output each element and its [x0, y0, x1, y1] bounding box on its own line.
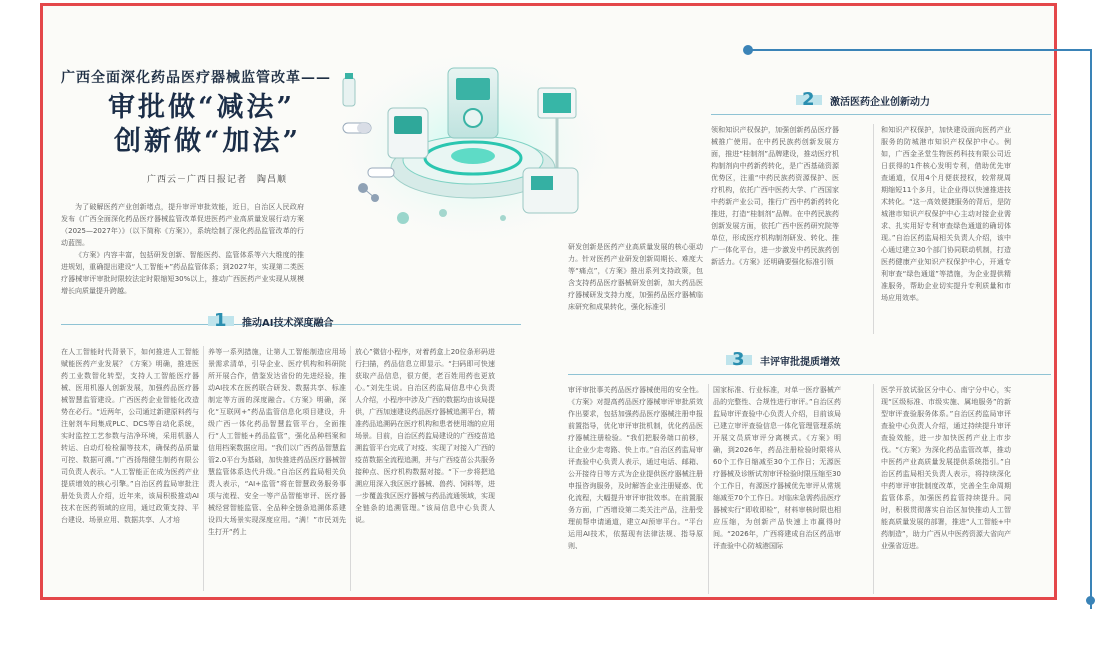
section-1-heading	[208, 312, 333, 330]
section-2-title: 激活医药企业创新动力	[830, 96, 930, 108]
intro-paragraph-2: 《方案》内容丰富，包括研发创新、智能医药、监管体系等六大维度的推进规划，重确提出建设“人工智能+”药品监管体系；到2027年，实现第二类医疗器械审评审批时限较法定时限缩短30%以上，推动广西医药产业实现从规模增长向质量提升跨越。	[61, 251, 304, 295]
column-6: 领和知识产权保护，加强创新药品医疗器械推广使用。在中药民族药创新发展方面，推进“桂制剂”品牌建设，推动医疗机构制剂向中药新药转化，是广西基础资源优势区，注重“中药民族药资源保护、医疗机构，依托广西中医药大学、广西国家中药新产业公司，推行广西中药新药转化推进，打造“桂制剂”品牌。在中药民族药创新发展方面，依托广西中医药研究院等单位，形成医疗机构制剂研发、转化、推广一体化平台，进一步激发中药民族药创新活力。《方案》还明确要强化标准引领	[711, 126, 839, 266]
intro-block	[61, 201, 304, 295]
section-3-rule	[568, 374, 1051, 375]
section-3-title: 丰评审批提质增效	[760, 356, 840, 368]
article-kicker: 广西全面深化药品医疗器械监管改革——	[61, 70, 331, 86]
section-3-heading	[726, 351, 840, 369]
column-5: 审评审批事关药品医疗器械使用的安全性。《方案》对提高药品医疗器械审评审批质效作出要求，包括加强药品医疗器械注册申报前置指导，优化审评审批机制，优化药品医疗器械注册检验。“我们把服务端口前移，让企业少走弯路、快上市。”自治区药监局审评查验中心负责人表示，通过电话、邮箱、公开接待日等方式为企业提供医疗器械注册申报咨询服务，及时解答企业注册疑惑、优化流程，大幅提升审评审批效率。在前置服务方面，广西增设第二类关注产品，注册受理前帮申请通道，建立AI预审平台。“平台运用AI技术，依据现有法律法规、指导原则、	[568, 386, 703, 550]
connector-end-dot	[1086, 596, 1095, 605]
section-2-heading	[796, 91, 930, 109]
headline-line-1: 审批做“减法”	[108, 92, 296, 123]
section-1-number: 1	[208, 312, 236, 330]
section-2-number: 2	[796, 91, 824, 109]
intro-paragraph-1: 为了破解医药产业创新堵点，提升审评审批效能，近日，自治区人民政府发布《广西全面深化药品医疗器械监管改革促进医药产业高质量发展行动方案（2025—2027年）》（以下简称《方案》），系统绘制了深化药品监管改革的行动蓝图。	[61, 203, 304, 247]
headline-line-2: 创新做“加法”	[114, 126, 302, 157]
column-2: 养等一系列措施，让第人工智能制造应用场景需求清单，引导企业、医疗机构和科研院所开展合作，借鉴发达省份的先进经验，推动AI技术在医药联合研发、数据共享、标准制定等方面的深度融合。《方案》明确，深化“互联网+”药品监管信息化项目建设，升级广西一体化药品智慧监管平台，全面推行“人工智能+药品监管”，强化品种档案和信用档案数据应用。“我们以广西药品智慧监管2.0平台为基础，加快推进药品医疗器械智慧监管体系迭代升级。”自治区药监局相关负责人表示，“AI+监管”将在智慧政务服务事项与流程、安全一等产品智能审评、医疗器械经营智能监管、全品种全链条追溯体系建设四大场景实现深度应用。“满！”市民刘先生打开“药上	[208, 348, 346, 536]
article-page	[40, 3, 1057, 600]
medical-device-illustration	[323, 18, 623, 256]
section-3-number: 3	[726, 351, 754, 369]
column-3: 放心”微信小程序，对着药盒上20位条形码进行扫描，药品信息立即显示。“扫码即可快速获取产品信息，很方便，老百姓用药也更放心。”刘先生说。自治区药监局信息中心负责人介绍，小程序中涉及广西的数据均由该局提供，广西加速建设药品医疗器械追溯平台，精准药品追溯码在医疗机构和患者使用端的应用场景。目前，自治区药监局建设的广西疫苗追溯监管平台完成了对疫、实现了对接入广西的疫苗数据全流程追溯，并与广西疫苗公共服务接种点、医疗机构数据对接。“下一步将把追溯应用深入我区医疗器械、兽药、饲料等，进一步覆盖我区医疗器械与药品流通领域，实现全链条的追溯管理。”该局信息中心负责人说。	[355, 348, 495, 524]
hero-illustration	[323, 18, 623, 256]
column-9: 医学开放试验区分中心、南宁分中心，实现“区级标准、市级实施、属地服务”的新型审评查验服务体系。”自治区药监局审评查验中心负责人介绍，通过持续提升审评查验效能，进一步加快医药产业上市步伐。“《方案》为深化药品监管改革，推动中医药产业高质量发展提供系统指引。”自治区药监局相关负责人表示，将持续深化中药审评审批制度改革，完善全生命周期监管体系，加强医药监管持续提升。同时，积极贯彻落实自治区加快推动人工智能高质量发展的部署，推进“人工智能+中药制造”，助力广西从中医药资源大省向产业强省迈进。	[881, 386, 1011, 550]
column-1: 在人工智能时代背景下，如何推进人工智能赋能医药产业发展？《方案》明确，推进医药工业数智化转型，支持人工智能医疗器械、医用机器人创新发展，加强药品医疗器械智慧监管建设。广西医药企业智能化改造势在必行。“近两年，公司通过新建原料药与注射剂车间集成PLC、DCS等自动化系统，实时监控工艺参数与洁净环境，采用机器人转运、自动灯检检漏等技术，确保药品质量可控、数据可溯。”广西扬翔健生制药有限公司负责人表示。“人工智能正在成为医药产业提质增效的核心引擎。”自治区药监局审批注册处负责人介绍，近年来，该局积极推动AI技术在医药领域的应用，通过政策支持、平台建设、场景应用、数据共享、人才培	[61, 348, 199, 524]
section-2-rule	[711, 114, 1051, 115]
connector-line	[750, 49, 1092, 51]
section-1-title: 推动AI技术深度融合	[242, 317, 334, 329]
byline: 广西云－广西日报记者 陶昌顺	[147, 175, 288, 185]
article-headline	[108, 91, 301, 159]
column-7: 国家标准、行业标准，对单一医疗器械产品的完整性、合规性进行审评。”自治区药监局审评查验中心负责人介绍，目前该局已建立审评查验信息一体化管理管理系统开展文员质审评分离模式。《方案》明确，到2026年，药品注册检验时限将从60个工作日缩减至30个工作日；无源医疗器械及诊断试剂审评检验时限压缩至30个工作日，有源医疗器械优先审评从常规缩减至70个工作日。对临床急需药品医疗器械实行“即收即检”，材料审核时限也相应压缩，为创新产品快速上市赢得时间。“2026年，广西将建成自治区药品审评查验中心防城港国际	[713, 386, 841, 550]
connector-line-vertical	[1090, 49, 1092, 609]
column-8: 和知识产权保护，加快建设面向医药产业服务的防城港市知识产权保护中心。例如，广西金圣堂生物医药科技有限公司近日获得的1件核心发明专利，借助优先审查通道，仅用4个月便获授权，较常规周期缩短11个多月，让企业得以快速推进技术转化。“这一高效便捷服务的背后，是防城港市知识产权保护中心主动对接企业需求、扎实用好专利审查绿色通道的确切体现。”自治区药监局相关负责人介绍，该中心通过建立30个部门协同联动机制，打造医药健康产业知识产权保护中心，开通专利审查“绿色通道”等措施，为企业提供精准服务，帮助企业切实提升专利质量和市场应用效率。	[881, 126, 1011, 302]
column-4: 研发创新是医药产业高质量发展的核心驱动力。针对医药产业研发创新周期长、难度大等“痛点”，《方案》推出系列支持政策，包含支持药品医疗器械研发创新，加大药品医疗器械研发支持力度，加强药品医疗器械临床研究和成果转化，强化标准引	[568, 243, 703, 311]
